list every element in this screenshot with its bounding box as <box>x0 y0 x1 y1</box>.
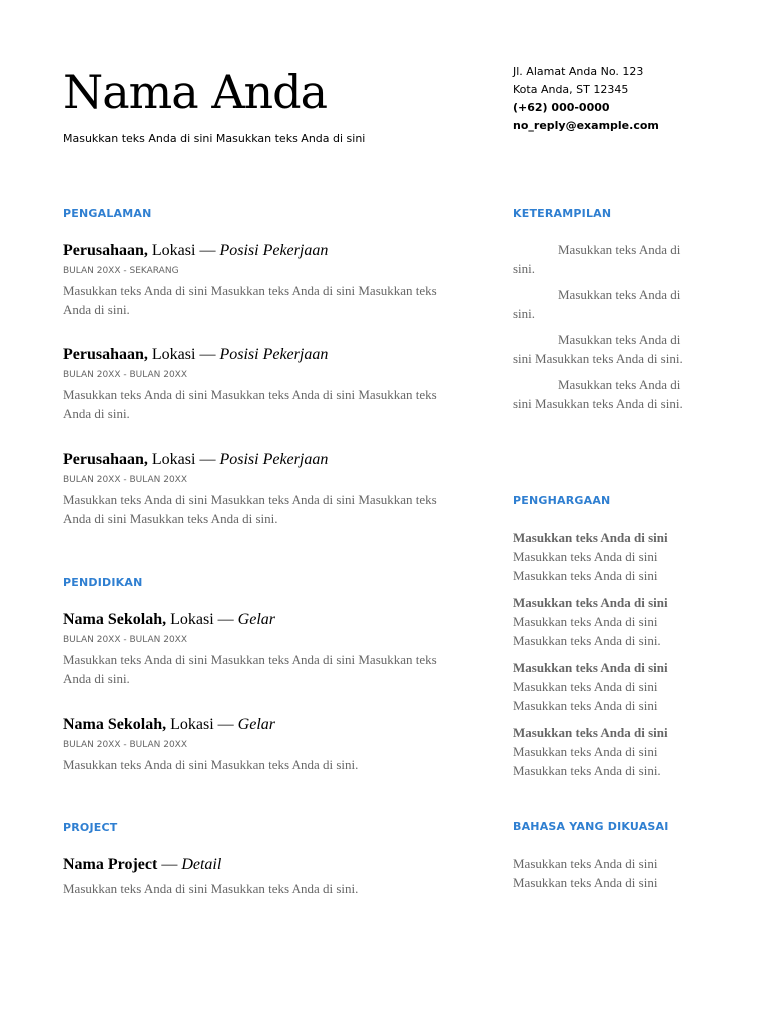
candidate-name: Nama Anda <box>63 65 328 119</box>
entry-org: Perusahaan, <box>63 242 148 259</box>
experience-entry <box>63 344 463 423</box>
award-title: Masukkan teks Anda di sini <box>513 725 668 740</box>
awards-list <box>513 528 688 788</box>
entry-role: Posisi Pekerjaan <box>219 451 329 468</box>
entry-heading <box>63 609 463 631</box>
entry-date: BULAN 20XX - BULAN 20XX <box>63 740 188 750</box>
entry-location: — <box>157 856 182 873</box>
entry-heading <box>63 854 463 876</box>
award-title: Masukkan teks Anda di sini <box>513 660 668 675</box>
award-item <box>513 528 688 585</box>
entry-org: Perusahaan, <box>63 346 148 363</box>
skill-item: Masukkan teks Anda di sini. <box>513 287 681 321</box>
skill-item: Masukkan teks Anda di sini Masukkan teks Anda di sini. <box>513 377 683 411</box>
experience-entry <box>63 240 463 319</box>
entry-heading <box>63 714 463 736</box>
entry-heading <box>63 449 463 471</box>
entry-description: Masukkan teks Anda di sini Masukkan teks Anda di sini. <box>63 757 359 772</box>
tagline: Masukkan teks Anda di sini Masukkan teks Anda di sini <box>63 132 366 145</box>
award-detail: Masukkan teks Anda di sini <box>513 698 658 713</box>
award-detail: Masukkan teks Anda di sini <box>513 744 658 759</box>
entry-role: Gelar <box>237 716 275 733</box>
entry-heading <box>63 240 463 262</box>
award-item <box>513 593 688 650</box>
entry-org: Nama Project <box>63 856 158 873</box>
entry-heading <box>63 344 463 366</box>
award-title: Masukkan teks Anda di sini <box>513 530 668 545</box>
entry-date: BULAN 20XX - BULAN 20XX <box>63 635 188 645</box>
entry-org: Nama Sekolah, <box>63 716 167 733</box>
award-detail: Masukkan teks Anda di sini <box>513 679 658 694</box>
award-detail: Masukkan teks Anda di sini <box>513 568 658 583</box>
entry-description: Masukkan teks Anda di sini Masukkan teks Anda di sini. <box>63 881 359 896</box>
entry-org: Perusahaan, <box>63 451 148 468</box>
entry-description: Masukkan teks Anda di sini Masukkan teks Anda di sini Masukkan teks Anda di sini. <box>63 387 437 421</box>
experience-entry <box>63 449 463 528</box>
entry-location: Lokasi — <box>147 242 220 259</box>
education-entry <box>63 714 463 774</box>
entry-role: Detail <box>181 856 222 873</box>
languages-list <box>513 854 688 892</box>
entry-description: Masukkan teks Anda di sini Masukkan teks Anda di sini Masukkan teks Anda di sini. <box>63 652 437 686</box>
entry-location: Lokasi — <box>147 451 220 468</box>
entry-description: Masukkan teks Anda di sini Masukkan teks Anda di sini Masukkan teks Anda di sini Masukkan teks Anda di sini. <box>63 492 437 526</box>
award-detail: Masukkan teks Anda di sini. <box>513 763 661 778</box>
phone-number: (+62) 000-0000 <box>513 101 610 114</box>
entry-description: Masukkan teks Anda di sini Masukkan teks Anda di sini Masukkan teks Anda di sini. <box>63 283 437 317</box>
skill-item: Masukkan teks Anda di sini Masukkan teks Anda di sini. <box>513 332 683 366</box>
entry-location: Lokasi — <box>166 716 238 733</box>
entry-location: Lokasi — <box>166 611 238 628</box>
award-item <box>513 658 688 715</box>
language-item: Masukkan teks Anda di sini <box>513 875 658 890</box>
address-line-2: Kota Anda, ST 12345 <box>513 83 629 96</box>
award-detail: Masukkan teks Anda di sini <box>513 614 658 629</box>
entry-org: Nama Sekolah, <box>63 611 167 628</box>
contact-block <box>513 63 659 135</box>
entry-role: Posisi Pekerjaan <box>219 346 329 363</box>
entry-role: Posisi Pekerjaan <box>219 242 329 259</box>
address-line-1: Jl. Alamat Anda No. 123 <box>513 65 644 78</box>
award-detail: Masukkan teks Anda di sini <box>513 549 658 564</box>
section-title-experience: PENGALAMAN <box>63 207 152 220</box>
section-title-awards: PENGHARGAAN <box>513 494 611 507</box>
language-item: Masukkan teks Anda di sini <box>513 856 658 871</box>
skill-item: Masukkan teks Anda di sini. <box>513 242 681 276</box>
award-title: Masukkan teks Anda di sini <box>513 595 668 610</box>
entry-date: BULAN 20XX - BULAN 20XX <box>63 475 188 485</box>
entry-location: Lokasi — <box>147 346 220 363</box>
section-title-skills: KETERAMPILAN <box>513 207 612 220</box>
section-title-education: PENDIDIKAN <box>63 576 143 589</box>
entry-date: BULAN 20XX - BULAN 20XX <box>63 370 188 380</box>
entry-role: Gelar <box>237 611 275 628</box>
project-entry <box>63 854 463 898</box>
entry-date: BULAN 20XX - SEKARANG <box>63 266 179 276</box>
section-title-project: PROJECT <box>63 821 118 834</box>
section-title-languages: BAHASA YANG DIKUASAI <box>513 820 669 833</box>
skills-list <box>513 240 683 420</box>
email-address: no_reply@example.com <box>513 119 659 132</box>
award-detail: Masukkan teks Anda di sini. <box>513 633 661 648</box>
education-entry <box>63 609 463 688</box>
award-item <box>513 723 688 780</box>
